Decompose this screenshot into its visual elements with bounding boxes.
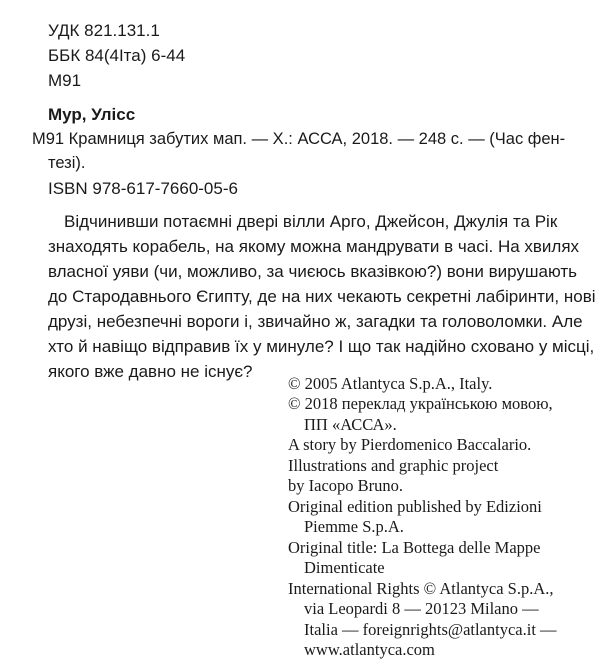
credit-line: Original title: La Bottega delle Mappe <box>288 537 541 557</box>
annotation-line: друзі, небезпечні вороги і, звичайно ж, загадки та головоломки. Але <box>48 312 583 331</box>
annotation-line: якого вже давно не існує? <box>48 362 253 381</box>
credit-line: © 2018 переклад українською мовою, <box>288 394 553 414</box>
annotation-line: хто й навіщо відправив їх у минуле? І що так надійно сховано у місці, <box>48 337 595 356</box>
credit-line: International Rights © Atlantyca S.p.A., <box>288 578 554 598</box>
bibliographic-line-1: М91 Крамниця забутих мап. — Х.: АССА, 2018. — 248 с. — (Час фен- <box>32 130 566 148</box>
annotation-line: знаходять корабель, на якому можна мандрувати в часі. На хвилях <box>48 237 580 256</box>
credit-line: © 2005 Atlantyca S.p.A., Italy. <box>288 374 493 393</box>
author-heading: Мур, Уліcс <box>48 105 136 124</box>
annotation-line: власної уяви (чи, можливо, за чиєюсь вказівкою?) вони вирушають <box>48 262 578 281</box>
bibliographic-line-2: тезі). <box>48 154 86 172</box>
credit-line: by Iacopo Bruno. <box>288 476 404 496</box>
udk-code: УДК 821.131.1 <box>48 21 160 40</box>
credit-line: www.atlantyca.com <box>304 640 435 659</box>
credit-line: A story by Pierdomenico Baccalario. <box>288 435 532 455</box>
credit-line: via Leopardi 8 — 20123 Milano — <box>304 599 539 619</box>
author-sign-code: М91 <box>48 71 82 90</box>
annotation-line: до Стародавнього Єгипту, де на них чекають секретні лабіринти, нові <box>48 287 596 306</box>
credit-line: ПП «АССА». <box>304 414 397 434</box>
isbn: ISBN 978-617-7660-05-6 <box>48 179 238 198</box>
credit-line: Dimenticate <box>304 558 385 578</box>
credit-line: Italia — foreignrights@atlantyca.it — <box>304 619 557 639</box>
credit-line: Illustrations and graphic project <box>288 455 499 475</box>
annotation-line: Відчинивши потаємні двері вілли Арго, Джейсон, Джулія та Рік <box>64 212 558 231</box>
credit-line: Original edition published by Edizioni <box>288 496 542 516</box>
bbk-code: ББК 84(4Іта) 6-44 <box>48 46 186 65</box>
credit-line: Piemme S.p.A. <box>304 517 404 537</box>
